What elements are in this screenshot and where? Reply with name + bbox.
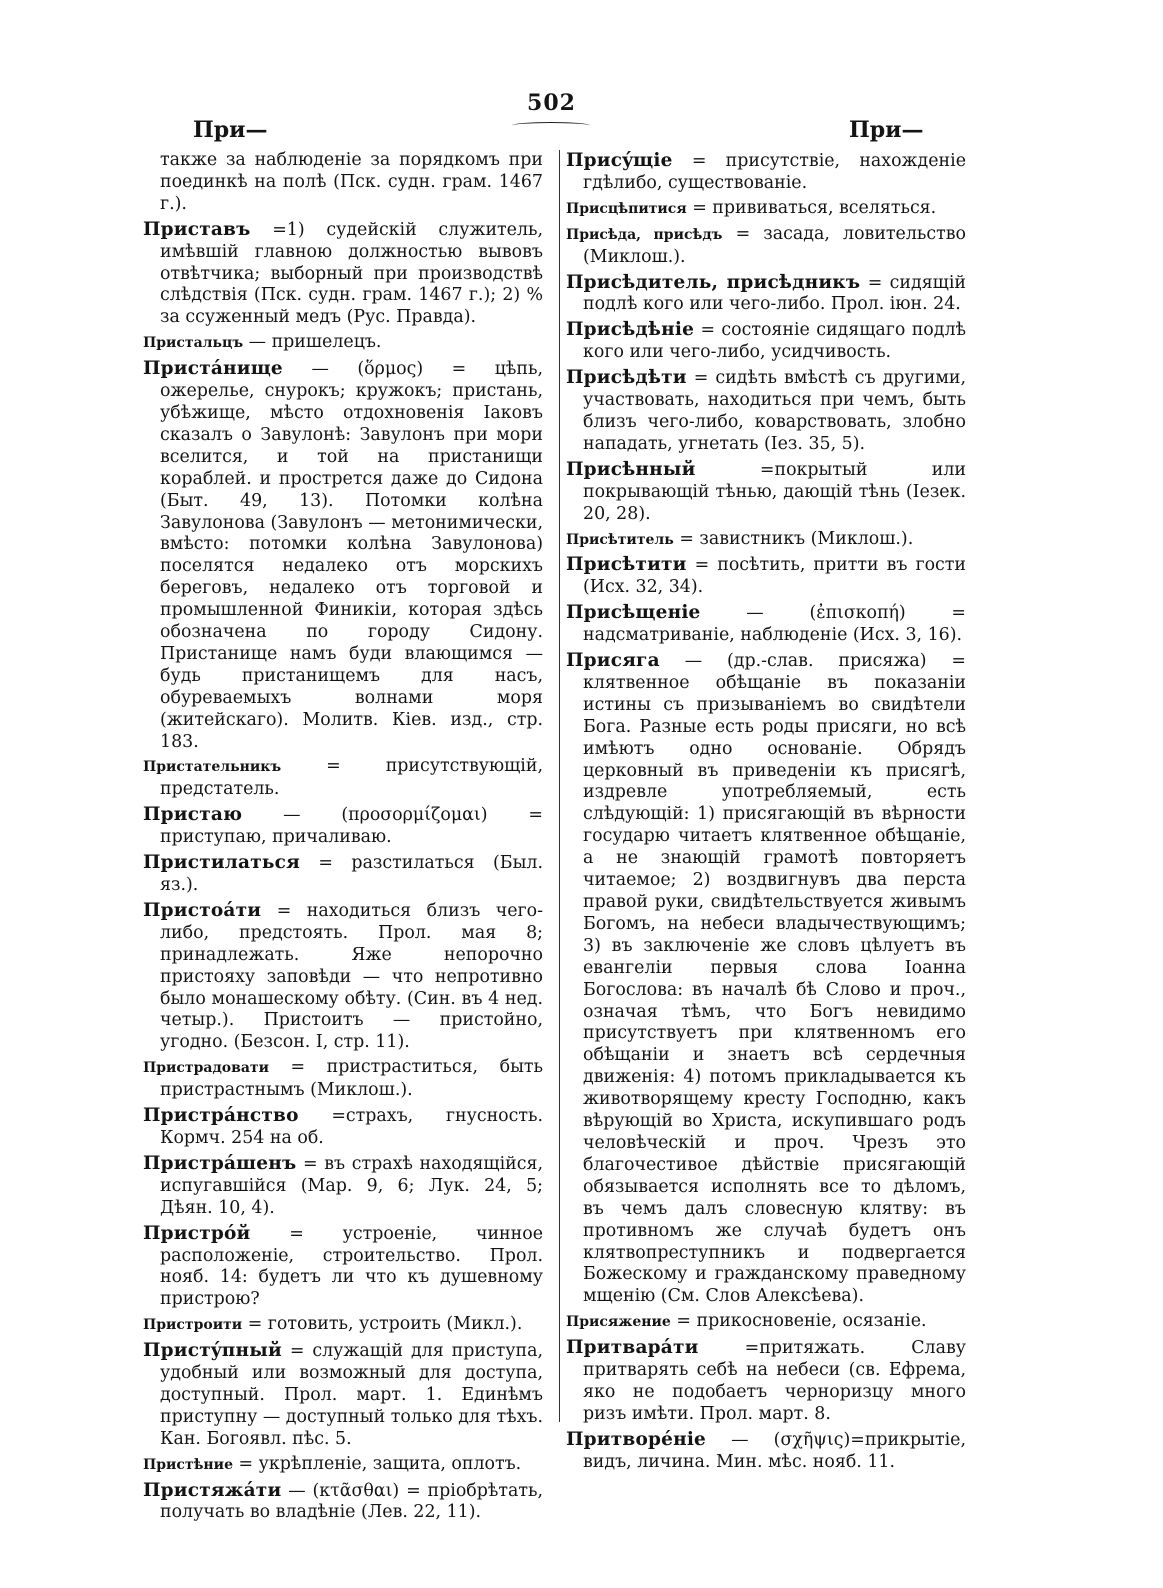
entry-headword: Пристоáти [143,899,262,921]
dictionary-entry [143,150,543,216]
dictionary-entry [143,219,543,330]
entry-headword: Присѣщеніе [566,602,701,624]
page-number: 502 [527,90,576,116]
entry-definition: = служащій для приступа, удобный или возможный для доступа, доступный. Прол. март. 1. Единѣмъ приступну — доступный только для тѣхъ. Кан. Богоявл. пѣс. 5. [160,1341,544,1449]
dictionary-entry [566,554,966,599]
entry-headword: Присѣнный [566,458,696,480]
dictionary-entry [143,804,543,849]
entry-definition: — (ἐπισκοπή) = надсматриваніе, наблюденіе (Исх. 3, 16). [583,603,966,646]
dictionary-entry [566,650,966,1308]
entry-headword: Пристяжáти [143,1479,282,1501]
dictionary-entry [566,459,966,526]
entry-headword: Присýщіе [566,150,673,171]
entry-definition: = сидящій подлѣ кого или чего-либо. Прол. іюн. 24. [583,272,966,315]
dictionary-entry [143,332,543,355]
entry-definition: = въ страхѣ находящійся, испугавшійся (Мар. 9, 6; Лук. 24, 5; Дѣян. 10, 4). [160,1153,543,1218]
dictionary-entry [143,1480,543,1525]
entry-definition: — пришелецъ. [248,332,382,353]
entry-headword: Пристальцъ [143,335,244,352]
entry-definition: = укрѣпленіе, защита, оплотъ. [238,1453,522,1474]
entry-definition: = пристраститься, быть пристрастнымъ (Миклош.). [160,1057,543,1101]
entry-headword: Присѣда, присѣдъ [566,226,723,243]
entry-definition: — (ὅρμος) = цѣпь, ожерелье, снурокъ; кружокъ; пристань, убѣжище, мѣсто отдохновенія Іаковъ сказалъ о Завулонѣ: Завулонъ при мори вселится, и той на пристанищи кораблей. и прострется даже до Сидона (Быт. 49, 13). Потомки колѣна Завулонова (Завулонъ — метонимически, вмѣсто: потомки колѣна Завулонова) поселятся недалеко отъ морскихъ береговъ, недалеко отъ торговой и промышленной Финикіи, которая здѣсь обозначена по городу Сидону. Пристанище намъ буди влающимся — будь пристанищемъ для насъ, обуреваемыхъ волнами моря (житейскаго). Молитв. Кіев. изд., стр. 183. [160,359,543,752]
dictionary-entry [143,1057,543,1102]
entry-headword: Пристрадовати [143,1060,269,1077]
dictionary-entry [143,1223,543,1312]
dictionary-entry [566,1337,966,1426]
entry-definition: = устроеніе, чинное расположеніе, строительство. Прол. нояб. 14: будетъ ли что къ душевному пристрою? [160,1223,543,1310]
dictionary-entry [566,1429,966,1474]
entry-headword: Пристаю [143,804,243,826]
entry-definition: = присутствіе, нахожденіе гдѣлибо, существованіе. [583,151,966,193]
entry-headword: Присѣдитель, присѣдникъ [566,271,861,293]
entry-headword: Пристилаться [143,852,300,874]
entry-definition: = засада, ловительство (Миклош.). [583,223,966,267]
entry-definition: = разстилаться (Был. яз.). [160,853,544,895]
entry-definition: = прививаться, вселяться. [692,197,937,218]
entry-definition: — (σχῆψις)=прикрытіе, видъ, личина. Мин. мѣс. нояб. 11. [583,1429,966,1472]
entry-headword: Присяга [566,650,660,672]
entry-headword: Пристрáнство [143,1105,299,1127]
dictionary-entry [566,602,966,647]
dictionary-entry [143,900,543,1054]
entry-definition: — (др.-слав. присяжа) = клятвенное обѣщаніе въ показаніи истины съ призываніемъ во свидѣтели Бога. Разные есть роды присяги, но всѣ имѣютъ одно основаніе. Обрядъ церковный въ приведеніи къ присягѣ, издревле употребляемый, есть слѣдующій: 1) присягающій въ вѣрности государю читаетъ клятвенное обѣщаніе, а не знающій грамотѣ повторяетъ читаемое; 2) воздвигнувъ два перста правой руки, свидѣтельствуется живымъ Богомъ, на небеси владычествующимъ; 3) въ заключеніе же словъ цѣлуетъ въ евангеліи первыя слова Іоанна Богослова: въ началѣ бѣ Слово и проч., означая тѣмъ, что Богъ невидимо присутствуетъ при клятвенномъ его обѣщаніи и знаетъ всѣ сердечныя движенія: 4) потомъ прикладывается къ животворящему кресту Господню, какъ вѣрующій во Христа, искупившаго родъ человѣческій и проч. Чрезъ это благочестивое дѣйствіе присягающій обязывается исполнять все то дѣломъ, въ чемъ далъ словесную клятву: въ противномъ же случаѣ будетъ онъ клятвопреступникъ и подвергается Божескому и гражданскому праведному мщенію (См. Слов Алексѣева). [583,651,966,1307]
dictionary-entry [143,852,543,897]
dictionary-entry [566,224,966,269]
entry-definition: также за наблюденіе за порядкомъ при поединкѣ на полѣ (Пск. судн. грам. 1467 г.). [160,150,543,214]
entry-definition: = состояніе сидящаго подлѣ кого или чего-либо, усидчивость. [583,320,967,363]
page-number-swash [512,122,590,129]
entry-headword: Приставъ [143,218,251,240]
dictionary-entry [143,1105,543,1150]
entry-headword: Пристроити [143,1317,243,1334]
entry-definition: =покрытый или покрывающій тѣнью, дающій тѣнь (Іезек. 20, 28). [583,459,966,524]
dictionary-entry [566,198,966,221]
entry-headword: Присѣдѣти [566,367,687,389]
dictionary-entry [566,1311,966,1334]
entry-headword: Притварáти [566,1337,699,1359]
dictionary-entry [143,1454,543,1477]
entry-definition: = прикосновеніе, осязаніе. [676,1311,927,1332]
entry-headword: Пристрóй [143,1222,251,1244]
entry-definition: = завистникъ (Миклош.). [679,528,914,549]
entry-definition: — (κτᾶσθαι) = пріобрѣтать, получать во владѣніе (Лев. 22, 11). [160,1480,543,1523]
dictionary-entry [566,272,966,317]
running-head-left: При— [193,117,268,143]
entry-headword: Пристýпный [143,1340,282,1362]
dictionary-entry [143,1153,543,1220]
running-head-right: При— [849,117,924,143]
entry-headword: Пристѣние [143,1456,233,1473]
dictionary-entry [143,358,543,753]
entry-definition: = готовить, устроить (Микл.). [247,1314,523,1335]
left-column [143,150,543,1527]
entry-definition: — (προσορμίζομαι) = приступаю, причаливаю. [160,805,543,848]
entry-definition: = посѣтить, притти въ гости (Исх. 32, 34). [583,555,966,598]
entry-definition: = присутствующій, предстатель. [160,756,543,800]
dictionary-entry [566,529,966,552]
entry-definition: =1) судейскій служитель, имѣвшій главною должностью вывовъ отвѣтчика; выборный при производствѣ слѣдствія (Пск. судн. грам. 1467 г.); 2) % за ссуженный медъ (Рус. Правда). [160,219,543,328]
entry-definition: =страхъ, гнусность. Кормч. 254 на об. [160,1106,543,1148]
entry-headword: Пристательникъ [143,759,282,776]
entry-headword: Притворéніе [566,1428,707,1450]
entry-definition: = сидѣть вмѣстѣ съ другими, участвовать, находиться при чемъ, быть близъ чего-либо, коварствовать, злобно нападать, угнетать (Іез. 35, 5). [583,368,966,454]
entry-headword: Пристáнище [143,358,283,380]
right-column [566,150,966,1477]
entry-headword: Присѣтитель [566,531,674,548]
dictionary-entry [566,367,966,456]
dictionary-entry [143,1340,543,1451]
dictionary-entry [143,756,543,801]
entry-headword: Пристрáшенъ [143,1152,297,1174]
dictionary-entry [143,1314,543,1337]
entry-headword: Присѣдѣніе [566,319,695,341]
entry-definition: = находиться близъ чего-либо, предстоять. Прол. мая 8; принадлежать. Яже непорочно пристояху заповѣди — что непротивно было монашескому обѣту. (Син. въ 4 нед. четыр.). Пристоитъ — пристойно, угодно. (Безсон. I, стр. 11). [160,900,544,1053]
dictionary-entry [566,319,966,364]
entry-headword: Присяжение [566,1314,671,1331]
dictionary-entry [566,150,966,195]
entry-headword: Присцѣпитися [566,200,687,217]
entry-headword: Присѣтити [566,554,687,576]
column-rule [559,150,560,1422]
entry-definition: =притяжать. Славу притварять себѣ на небеси (св. Ефрема, яко не подобаетъ черноризцу много ризъ имѣти. Прол. март. 8. [583,1338,966,1424]
